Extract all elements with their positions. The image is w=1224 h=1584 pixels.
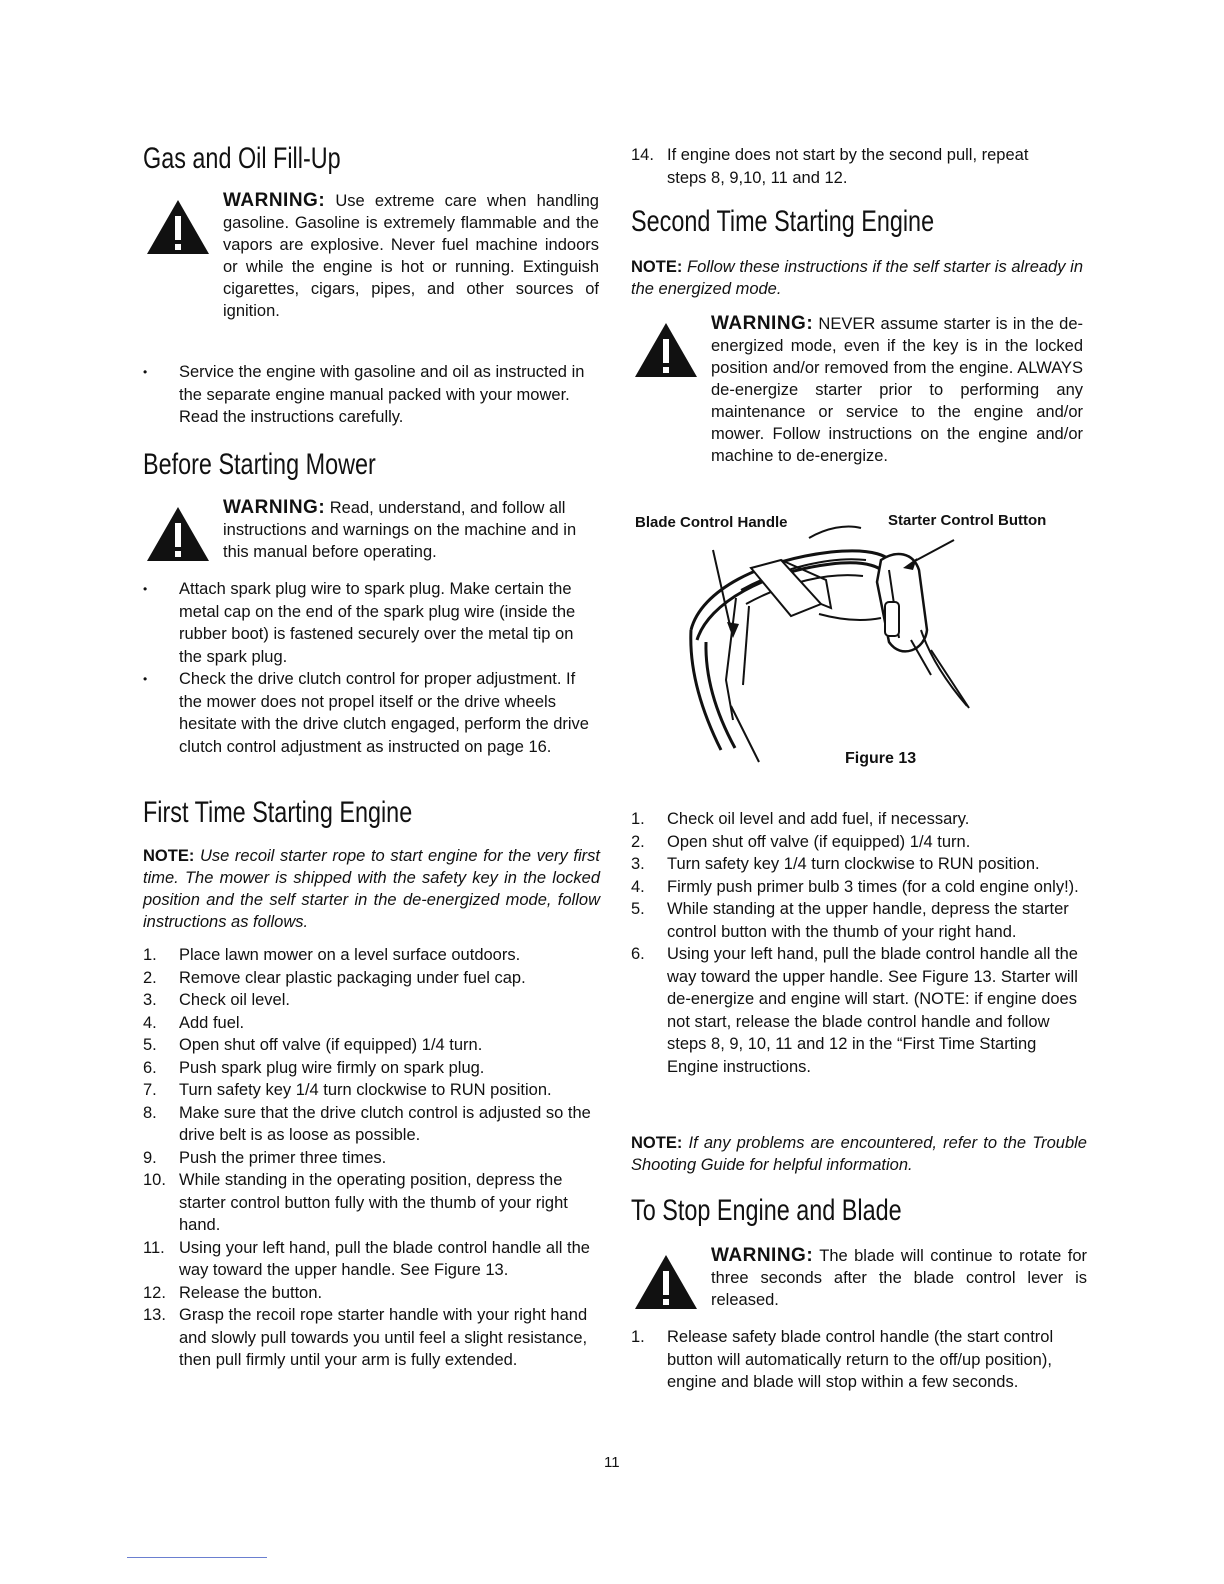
step-number: 8. (143, 1103, 157, 1122)
step-text: Remove clear plastic packaging under fuel cap. (179, 968, 526, 987)
step-number: 7. (143, 1081, 157, 1099)
step-number: 6. (143, 1058, 157, 1077)
warning-label: WARNING: (223, 497, 326, 518)
list-item (143, 1012, 605, 1035)
step-number: 1. (631, 810, 645, 828)
step-number: 5. (143, 1036, 157, 1054)
warning-triangle-icon (633, 1253, 699, 1311)
step-text: Make sure that the drive clutch control is adjusted so the drive belt is as loose as possible. (179, 1103, 591, 1144)
warning-second (631, 313, 1083, 467)
list-item (631, 853, 1083, 876)
warning-stop (631, 1245, 1087, 1311)
note-text: If any problems are encountered, refer to the Trouble Shooting Guide for helpful information. (631, 1134, 1087, 1174)
figure-caption: Figure 13 (845, 750, 917, 767)
stop-steps (631, 1326, 1083, 1394)
list-item (143, 1169, 605, 1237)
note-second-time (631, 256, 1083, 300)
list-item (631, 808, 1083, 831)
step-text: Release safety blade control handle (the start control button will automatically return to the off/up position), engine and blade will stop within a few seconds. (667, 1328, 1054, 1391)
warning-text: Read, understand, and follow all instructions and warnings on the machine and in this manual before operating. (223, 499, 577, 561)
list-item: • Check the drive clutch control for proper adjustment. If the mower does not propel itself or the drive wheels hesitate with the drive clutch engaged, perform the drive clutch control adjustment as instructed on page 16. (143, 668, 593, 758)
list-item (631, 831, 1083, 854)
figure-label-starter-control-button: Starter Control Button (888, 512, 1047, 529)
list-item (143, 1282, 605, 1305)
step-text: Place lawn mower on a level surface outdoors. (179, 946, 521, 964)
step-text: Using your left hand, pull the blade control handle all the way toward the upper handle. See Figure 13. Starter will de-energize and engine will start. (NOTE: if engine does not start, release the blade control handle and follow steps 8, 9, 10, 11 and 12 in the “First Time Starting Engine instructions. (667, 945, 1078, 1076)
section-title-stop-engine: To Stop Engine and Blade (631, 1194, 902, 1227)
step-text: Open shut off valve (if equipped) 1/4 turn. (667, 832, 971, 851)
step-text: Add fuel. (179, 1013, 245, 1032)
step-text: While standing at the upper handle, depress the starter control button with the thumb of your right hand. (667, 900, 1069, 941)
step-text: Grasp the recoil rope starter handle with your right hand and slowly pull towards you until feel a slight resistance, then pull firmly until your arm is fully extended. (179, 1306, 588, 1369)
list-item (143, 967, 605, 990)
note-first-time (143, 845, 600, 933)
step-number: 11. (143, 1238, 165, 1257)
list-item (631, 876, 1083, 899)
step-number: 2. (143, 968, 157, 987)
warning-label: WARNING: (223, 190, 326, 211)
step-text: Release the button. (179, 1283, 323, 1302)
figure-13 (631, 510, 1087, 780)
list-item (143, 1079, 605, 1102)
step-text: Firmly push primer bulb 3 times (for a cold engine only!). (667, 877, 1079, 896)
first-time-steps (143, 944, 605, 1372)
list-item (143, 944, 605, 967)
step-number: 3. (631, 855, 645, 873)
step-number: 14. (631, 146, 654, 164)
step-text: If engine does not start by the second pull, repeat steps 8, 9,10, 11 and 12. (667, 146, 1029, 187)
warning-triangle-icon (145, 198, 211, 256)
list-item (143, 1237, 605, 1282)
warning-gas (143, 190, 599, 322)
step-number: 5. (631, 900, 645, 918)
note-text: Follow these instructions if the self starter is already in the energized mode. (631, 258, 1083, 298)
section-title-second-time: Second Time Starting Engine (631, 205, 935, 238)
step-number: 10. (143, 1171, 166, 1189)
step-14 (631, 144, 1071, 189)
note-text: Use recoil starter rope to start engine for the very first time. The mower is shipped with the safety key in the locked position and the self starter in the de-energized mode, follow instructions as follows. (143, 847, 600, 931)
list-item: • Service the engine with gasoline and oil as instructed in the separate engine manual packed with your mower. Read the instructions carefully. (143, 361, 593, 429)
mower-handle-illustration (631, 510, 1087, 780)
list-item (631, 144, 1071, 189)
list-item (143, 1147, 605, 1170)
step-text: Using your left hand, pull the blade control handle all the way toward the upper handle. See Figure 13. (179, 1238, 590, 1279)
step-number: 6. (631, 945, 645, 963)
list-item (631, 1326, 1083, 1394)
step-number: 4. (631, 877, 645, 896)
gas-bullet-list (143, 361, 593, 429)
step-text: Turn safety key 1/4 turn clockwise to RUN position. (667, 855, 1040, 873)
note-trouble-shooting (631, 1132, 1087, 1176)
step-number: 2. (631, 832, 645, 851)
step-number: 1. (631, 1328, 645, 1346)
warning-text: Use extreme care when handling gasoline. Gasoline is extremely flammable and the vapors are explosive. Never fuel machine indoors or while the engine is hot or running. Extinguish cigarettes, cigars, pipes, and other sources of ignition. (223, 192, 599, 320)
warning-label: WARNING: (711, 313, 814, 334)
note-label: NOTE: (631, 258, 683, 276)
step-text: Open shut off valve (if equipped) 1/4 turn. (179, 1036, 483, 1054)
warning-label: WARNING: (711, 1245, 814, 1266)
step-text: Turn safety key 1/4 turn clockwise to RUN position. (179, 1081, 552, 1099)
list-item (143, 1034, 605, 1057)
warning-triangle-icon (633, 321, 699, 379)
warning-before (143, 497, 599, 563)
step-text: Push spark plug wire firmly on spark plug. (179, 1058, 485, 1077)
step-text: Push the primer three times. (179, 1148, 387, 1167)
step-number: 13. (143, 1306, 166, 1324)
step-number: 1. (143, 946, 157, 964)
step-number: 3. (143, 991, 157, 1009)
warning-triangle-icon (145, 505, 211, 563)
section-title-gas-oil: Gas and Oil Fill-Up (143, 142, 341, 175)
step-number: 4. (143, 1013, 157, 1032)
footer-divider (127, 1557, 267, 1558)
second-time-steps (631, 808, 1083, 1078)
page-number: 11 (604, 1454, 620, 1471)
note-label: NOTE: (631, 1134, 683, 1152)
before-bullet-list (143, 578, 593, 758)
step-number: 9. (143, 1148, 157, 1167)
section-title-before-starting: Before Starting Mower (143, 448, 376, 481)
note-label: NOTE: (143, 847, 195, 865)
warning-text: The blade will continue to rotate for three seconds after the blade control lever is released. (711, 1247, 1087, 1309)
step-text: Check oil level and add fuel, if necessary. (667, 810, 970, 828)
step-number: 12. (143, 1283, 166, 1302)
list-item (143, 989, 605, 1012)
list-item (143, 1057, 605, 1080)
section-title-first-time: First Time Starting Engine (143, 796, 413, 829)
step-text: Check oil level. (179, 991, 290, 1009)
step-text: While standing in the operating position, depress the starter control button fully with the thumb of your right hand. (179, 1171, 568, 1234)
list-item (631, 943, 1083, 1078)
figure-label-blade-control-handle: Blade Control Handle (635, 514, 788, 531)
list-item (143, 1304, 605, 1372)
list-item (631, 898, 1083, 943)
list-item (143, 1102, 605, 1147)
list-item: • Attach spark plug wire to spark plug. Make certain the metal cap on the end of the spark plug wire (inside the rubber boot) is fastened securely over the metal tip on the spark plug. (143, 578, 593, 668)
warning-text: NEVER assume starter is in the de-energized mode, even if the key is in the locked position and/or removed from the engine. ALWAYS de-energize starter prior to performing any maintenance or service to the engine and/or mower. Follow instructions on the engine and/or machine to de-energize. (711, 315, 1083, 465)
